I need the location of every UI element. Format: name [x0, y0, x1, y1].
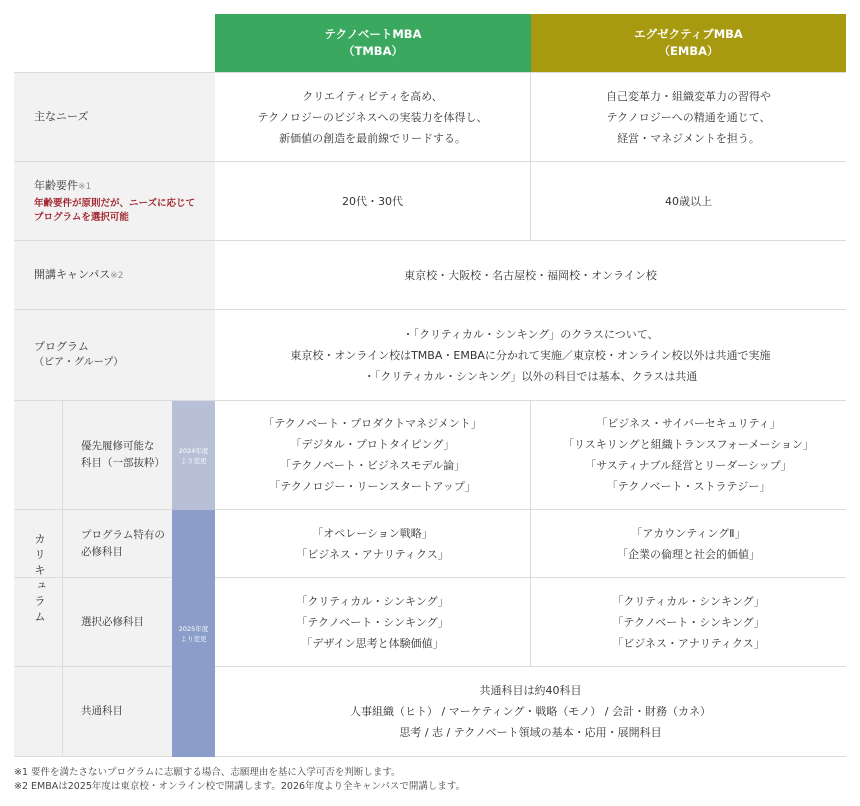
tmba-title: テクノベートMBA — [324, 27, 422, 41]
course-item: 「企業の倫理と社会的価値」 — [617, 547, 760, 561]
needs-emba-line: 自己変革力・組織変革力の習得や — [606, 89, 771, 103]
emba-title: エグゼクティブMBA — [634, 27, 743, 41]
elective-label-cell — [62, 578, 172, 666]
required-label-cell — [62, 510, 172, 577]
common-label: 共通科目 — [81, 705, 123, 717]
needs-emba-line: テクノロジーへの精通を通じて、 — [606, 110, 771, 124]
tag-2024-line: より変更 — [180, 456, 207, 465]
age-tmba-value: 20代・30代 — [342, 194, 403, 208]
common-line: 共通科目は約40科目 — [479, 684, 582, 697]
course-item: 「デザイン思考と体験価値」 — [301, 636, 444, 650]
program-line: ・「クリティカル・シンキング」以外の科目では基本、クラスは共通 — [363, 369, 698, 383]
age-emba-value: 40歳以上 — [665, 194, 712, 208]
required-emba — [531, 510, 846, 577]
curriculum-label: カリキュラム — [33, 532, 47, 626]
course-item: 「テクノベート・ビジネスモデル論」 — [279, 459, 466, 472]
row-priority — [14, 401, 846, 510]
course-item: 「テクノベート・シンキング」 — [296, 615, 449, 629]
required-label: 必修科目 — [81, 545, 123, 558]
age-label: 年齢要件 — [34, 178, 78, 192]
emba-header — [531, 14, 846, 72]
priority-label: 優先履修可能な — [81, 440, 155, 452]
course-item: 「デジタル・プロトタイピング」 — [290, 438, 455, 451]
age-flex-note: 年齢要件が原則だが、ニーズに応じて — [34, 197, 196, 209]
tag-2024-change — [172, 401, 215, 510]
needs-label: 主なニーズ — [34, 110, 89, 123]
common-value — [215, 667, 846, 756]
course-item: 「アカウンティングⅡ」 — [631, 526, 746, 540]
row-needs — [14, 72, 846, 162]
program-sublabel: （ピア・グループ） — [34, 357, 124, 368]
footnote-1: ※1 要件を満たさないプログラムに志願する場合、志願理由を基に入学可否を判断します。 — [14, 767, 401, 778]
elective-tmba — [215, 578, 531, 666]
elective-label: 選択必修科目 — [81, 615, 144, 628]
course-item: 「ビジネス・サイバーセキュリティ」 — [596, 417, 781, 430]
row-label-age — [14, 162, 215, 240]
course-item: 「サスティナブル経営とリーダーシップ」 — [585, 459, 792, 472]
course-item: 「テクノベート・プロダクトマネジメント」 — [263, 417, 482, 430]
needs-emba-line: 経営・マネジメントを担う。 — [617, 131, 760, 145]
age-note: ※1 — [78, 181, 92, 192]
row-age — [14, 162, 846, 241]
row-label-campus — [14, 241, 215, 309]
priority-label-cell — [62, 401, 172, 509]
needs-tmba-line: 新価値の創造を最前線でリードする。 — [279, 131, 466, 145]
program-line: 東京校・オンライン校はTMBA・EMBAに分かれて実施／東京校・オンライン校以外は共通で実施 — [290, 348, 771, 362]
row-elective — [14, 578, 846, 667]
course-item: 「テクノベート・ストラテジー」 — [606, 480, 771, 493]
priority-emba — [531, 401, 846, 509]
course-item: 「リスキリングと組織トランスフォーメーション」 — [563, 438, 814, 451]
footnote-2: ※2 EMBAは2025年度は東京校・オンライン校で開講します。2026年度より全キャンパスで開講します。 — [14, 781, 466, 792]
common-label-cell — [62, 667, 172, 756]
footnotes — [14, 766, 465, 794]
course-item: 「テクノロジー・リーンスタートアップ」 — [269, 480, 476, 493]
priority-label: 科目（一部抜粋） — [81, 457, 165, 469]
common-line: 思考 / 志 / テクノベート領域の基本・応用・展開科目 — [399, 726, 662, 739]
course-item: 「ビジネス・アナリティクス」 — [612, 636, 765, 650]
needs-tmba — [215, 73, 531, 161]
row-program — [14, 310, 846, 401]
course-item: 「クリティカル・シンキング」 — [296, 594, 449, 608]
tag-2025-line: 2025年度 — [178, 624, 209, 633]
campus-note: ※2 — [110, 270, 124, 281]
tag-2025-line: より変更 — [180, 634, 207, 643]
course-item: 「クリティカル・シンキング」 — [612, 594, 765, 608]
needs-tmba-line: クリエイティビティを高め、 — [302, 89, 443, 103]
program-label: プログラム — [34, 340, 89, 353]
row-common — [14, 667, 846, 757]
row-campus — [14, 241, 846, 310]
campus-value — [215, 241, 846, 309]
age-tmba — [215, 162, 531, 240]
course-item: 「ビジネス・アナリティクス」 — [296, 547, 449, 561]
elective-emba — [531, 578, 846, 666]
common-line: 人事組織（ヒト） / マーケティング・戦略（モノ） / 会計・財務（カネ） — [350, 705, 711, 718]
required-tmba — [215, 510, 531, 577]
program-line: ・「クリティカル・シンキング」のクラスについて、 — [402, 327, 659, 341]
campus-label: 開講キャンパス — [34, 267, 111, 281]
tmba-abbr: （TMBA） — [343, 44, 403, 58]
course-item: 「テクノベート・シンキング」 — [612, 615, 765, 629]
age-flex-note: プログラムを選択可能 — [34, 211, 129, 223]
priority-tmba — [215, 401, 531, 509]
needs-emba — [531, 73, 846, 161]
course-item: 「オペレーション戦略」 — [312, 526, 433, 540]
row-required — [14, 510, 846, 578]
tmba-header — [215, 14, 531, 72]
age-emba — [531, 162, 846, 240]
required-label: プログラム特有の — [81, 528, 165, 541]
emba-abbr: （EMBA） — [658, 44, 719, 58]
tag-2024-line: 2024年度 — [178, 446, 209, 455]
row-label-program — [14, 310, 215, 400]
tag-2025-change — [172, 510, 215, 757]
needs-tmba-line: テクノロジーのビジネスへの実装力を体得し、 — [257, 110, 488, 124]
campus-list: 東京校・大阪校・名古屋校・福岡校・オンライン校 — [404, 268, 657, 282]
program-value — [215, 310, 846, 400]
row-label-needs — [14, 73, 215, 161]
